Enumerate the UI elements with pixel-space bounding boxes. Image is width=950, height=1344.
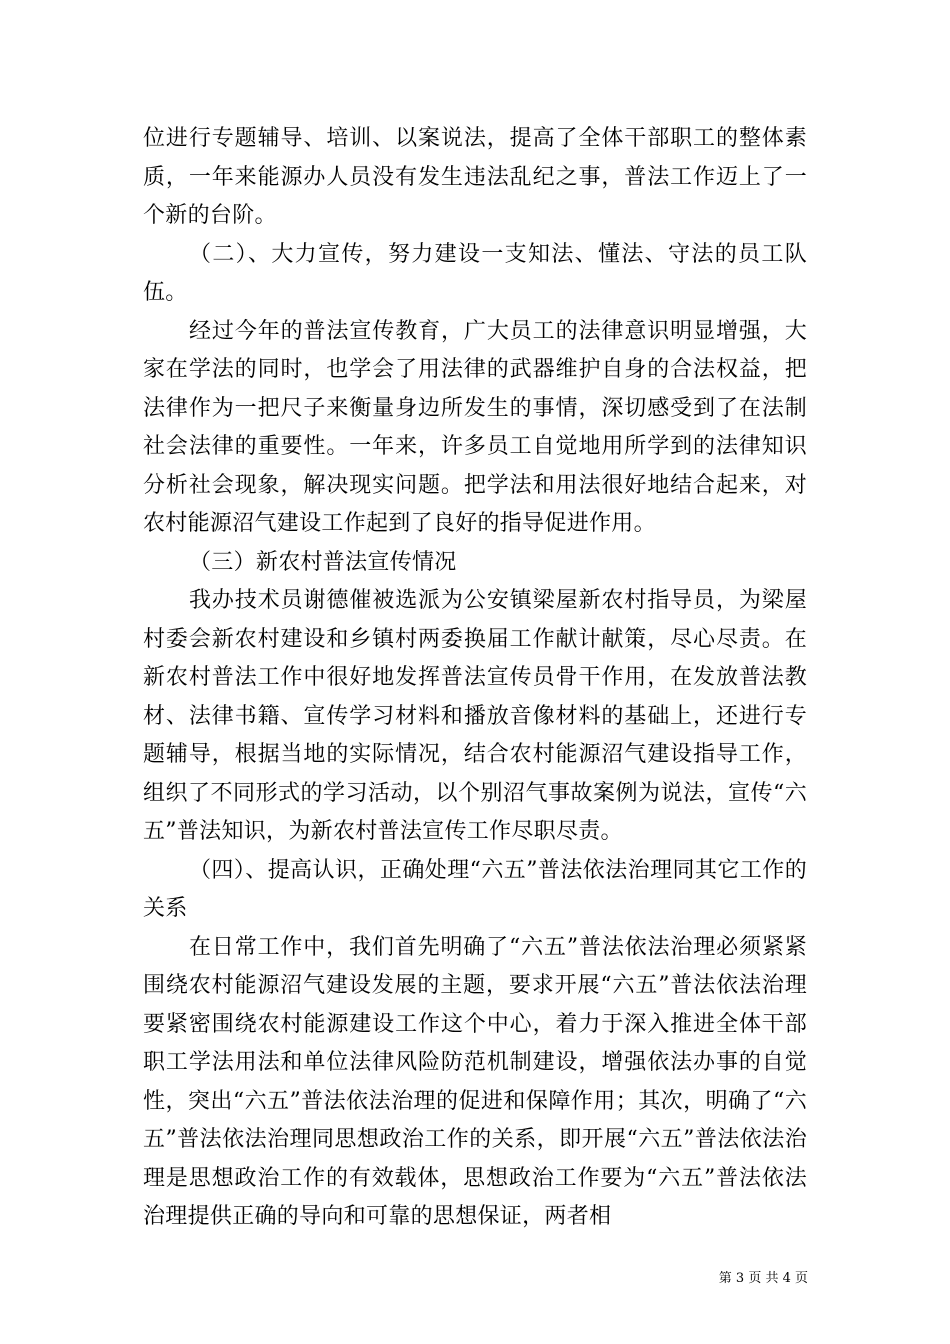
paragraph-daily-work: 在日常工作中，我们首先明确了“六五”普法依法治理必须紧紧围绕农村能源沼气建设发展的主题，要求开展“六五”普法依法治理要紧密围绕农村能源建设工作这个中心，着力于深入推进全体干部职工学法用法和单位法律风险防范机制建设，增强依法办事的自觉性，突出“六五”普法依法治理的促进和保障作用；其次，明确了“六五”普法依法治理同思想政治工作的关系，即开展“六五”普法依法治理是思想政治工作的有效载体，思想政治工作要为“六五”普法依法治理提供正确的导向和可靠的思想保证，两者相 <box>143 934 807 1229</box>
section-heading-two: （二）、大力宣传，努力建设一支知法、懂法、守法的员工队伍。 <box>143 241 807 305</box>
paragraph-legal-awareness: 经过今年的普法宣传教育，广大员工的法律意识明显增强，大家在学法的同时，也学会了用法律的武器维护自身的合法权益，把法律作为一把尺子来衡量身边所发生的事情，深切感受到了在法制社会法律的重要性。一年来，许多员工自觉地用所学到的法律知识分析社会现象，解决现实问题。把学法和用法很好地结合起来，对农村能源沼气建设工作起到了良好的指导促进作用。 <box>143 318 807 536</box>
document-body <box>143 120 807 1237</box>
section-heading-four: （四）、提高认识，正确处理“六五”普法依法治理同其它工作的关系 <box>143 857 807 921</box>
paragraph-continuation: 位进行专题辅导、培训、以案说法，提高了全体干部职工的整体素质，一年来能源办人员没有发生违法乱纪之事，普法工作迈上了一个新的台阶。 <box>143 126 807 228</box>
section-heading-three: （三）新农村普法宣传情况 <box>189 549 457 575</box>
page-number-footer: 第 3 页 共 4 页 <box>718 1271 808 1286</box>
paragraph-new-village: 我办技术员谢德催被选派为公安镇梁屋新农村指导员，为梁屋村委会新农村建设和乡镇村两委换届工作献计献策，尽心尽责。在新农村普法工作中很好地发挥普法宣传员骨干作用，在发放普法教材、法律书籍、宣传学习材料和播放音像材料的基础上，还进行专题辅导，根据当地的实际情况，结合农村能源沼气建设指导工作，组织了不同形式的学习活动，以个别沼气事故案例为说法，宣传“六五”普法知识，为新农村普法宣传工作尽职尽责。 <box>143 588 807 844</box>
